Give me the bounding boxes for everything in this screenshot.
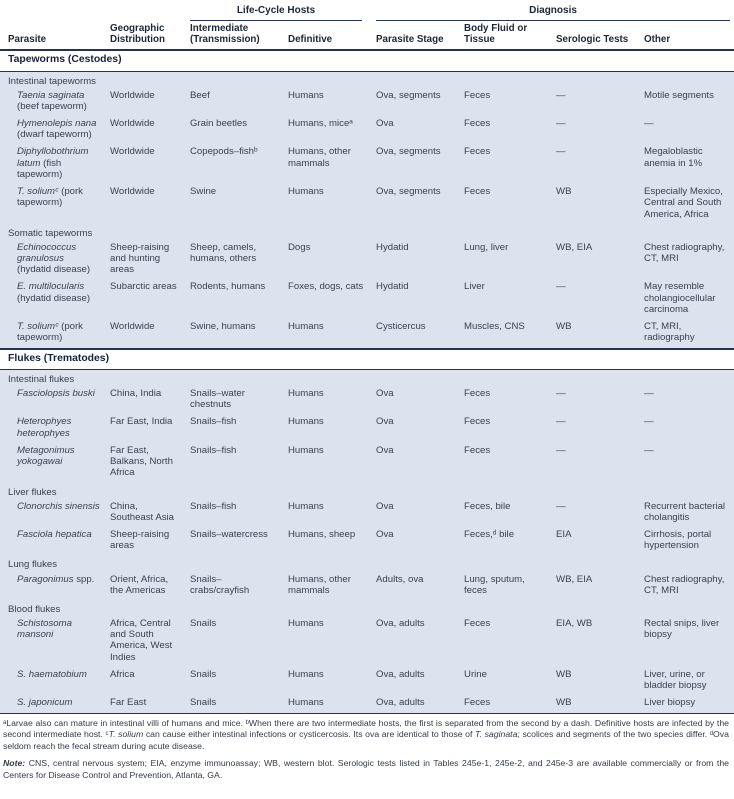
cell-parasite bbox=[0, 116, 110, 144]
cell-other: May resemble cholangiocellular carcinoma bbox=[644, 279, 734, 319]
table-row bbox=[0, 319, 734, 348]
cell-geographic-distribution: Worldwide bbox=[110, 184, 190, 224]
cell-parasite-stage: Ova, adults bbox=[376, 667, 464, 695]
cell-parasite-stage: Hydatid bbox=[376, 240, 464, 280]
table-row bbox=[0, 88, 734, 116]
group-header-life-cycle-label: Life-Cycle Hosts bbox=[190, 5, 362, 21]
cell-intermediate-host: Swine, humans bbox=[190, 319, 288, 348]
cell-intermediate-host: Copepods–fishᵇ bbox=[190, 144, 288, 184]
cell-parasite bbox=[0, 386, 110, 414]
parasite-common-name: (hydatid disease) bbox=[17, 292, 91, 304]
subsection-label: Intestinal tapeworms bbox=[0, 71, 734, 88]
cell-parasite bbox=[0, 616, 110, 667]
cell-intermediate-host: Sheep, camels, humans, others bbox=[190, 240, 288, 280]
cell-geographic-distribution: Africa bbox=[110, 667, 190, 695]
cell-parasite-stage: Ova bbox=[376, 527, 464, 555]
table-row bbox=[0, 116, 734, 144]
note-text: CNS, central nervous system; EIA, enzyme immunoassay; WB, western blot. Serologic tests listed in Tables 245e-1, 245e-2, and 245e-3 are available commercially or from the Centers for Disease Control and Prevention, Atlanta, GA. bbox=[3, 758, 729, 780]
cell-definitive-host: Humans bbox=[288, 184, 376, 224]
cell-other: — bbox=[644, 386, 734, 414]
cell-serologic-tests: EIA, WB bbox=[556, 616, 644, 667]
parasite-name: Hymenolepis nana bbox=[17, 117, 97, 129]
table-row bbox=[0, 499, 734, 527]
cell-other: Chest radiography, CT, MRI bbox=[644, 240, 734, 280]
group-header-life-cycle-hosts bbox=[190, 3, 376, 21]
section-title: Flukes (Trematodes) bbox=[0, 349, 734, 370]
cell-geographic-distribution: Far East bbox=[110, 695, 190, 713]
cell-other: — bbox=[644, 414, 734, 442]
cell-serologic-tests: WB bbox=[556, 695, 644, 713]
cell-definitive-host: Humans bbox=[288, 616, 376, 667]
cell-body-fluid-or-tissue: Feces bbox=[464, 386, 556, 414]
cell-parasite bbox=[0, 88, 110, 116]
parasite-common-name: (hydatid disease) bbox=[17, 264, 91, 276]
col-header-body-fluid-or-tissue: Body Fluid or Tissue bbox=[464, 22, 528, 45]
table-row bbox=[0, 240, 734, 280]
cell-body-fluid-or-tissue: Feces bbox=[464, 443, 556, 483]
footnotes bbox=[0, 714, 734, 784]
footnote-text: scolices and segments of the two species differ. ᵈOva seldom reach the fecal stream during acute disease. bbox=[3, 729, 729, 751]
footnote-text: ᵃLarvae also can mature in intestinal villi of humans and mice. ᵇWhen there are two intermediate hosts, the first is separated from the second by a dash. Definitive hosts are infected by the second intermediate host. ᶜ bbox=[3, 717, 729, 740]
cell-other: Liver, urine, or bladder biopsy bbox=[644, 667, 734, 695]
subsection-row bbox=[0, 555, 734, 571]
group-header-spacer bbox=[0, 3, 190, 21]
cell-parasite bbox=[0, 279, 110, 319]
subsection-label: Somatic tapeworms bbox=[0, 224, 734, 240]
cell-body-fluid-or-tissue: Feces bbox=[464, 695, 556, 713]
table-row bbox=[0, 279, 734, 319]
cell-geographic-distribution: Worldwide bbox=[110, 319, 190, 348]
cell-body-fluid-or-tissue: Liver bbox=[464, 279, 556, 319]
parasite-name: E. multilocularis bbox=[17, 281, 85, 293]
cell-parasite bbox=[0, 414, 110, 442]
cell-other: — bbox=[644, 443, 734, 483]
cell-parasite-stage: Ova, adults bbox=[376, 695, 464, 713]
parasite-name: Heterophyes heterophyes bbox=[17, 416, 72, 439]
parasite-name: T. soliumᶜ bbox=[17, 186, 59, 198]
cell-geographic-distribution: Worldwide bbox=[110, 144, 190, 184]
cell-definitive-host: Humans bbox=[288, 499, 376, 527]
cell-body-fluid-or-tissue: Feces bbox=[464, 184, 556, 224]
cell-intermediate-host: Snails bbox=[190, 667, 288, 695]
cell-serologic-tests: — bbox=[556, 443, 644, 483]
cell-geographic-distribution: Sheep-raising and hunting areas bbox=[110, 240, 190, 280]
cell-body-fluid-or-tissue: Feces, bile bbox=[464, 499, 556, 527]
cell-intermediate-host: Snails–watercress bbox=[190, 527, 288, 555]
cell-parasite bbox=[0, 572, 110, 600]
parasite-name: Taenia saginata bbox=[17, 89, 85, 101]
cell-parasite-stage: Adults, ova bbox=[376, 572, 464, 600]
section-title: Tapeworms (Cestodes) bbox=[0, 50, 734, 71]
cell-other: Megaloblastic anemia in 1% bbox=[644, 144, 734, 184]
subsection-row bbox=[0, 224, 734, 240]
cell-other: — bbox=[644, 116, 734, 144]
cell-parasite-stage: Ova bbox=[376, 499, 464, 527]
cell-other: Cirrhosis, portal hypertension bbox=[644, 527, 734, 555]
cell-parasite-stage: Ova bbox=[376, 443, 464, 483]
cell-geographic-distribution: Africa, Central and South America, West Indies bbox=[110, 616, 190, 667]
cell-intermediate-host: Rodents, humans bbox=[190, 279, 288, 319]
cell-other: Liver biopsy bbox=[644, 695, 734, 713]
cell-intermediate-host: Snails–fish bbox=[190, 499, 288, 527]
cell-intermediate-host: Snails–fish bbox=[190, 414, 288, 442]
parasite-name: Schistosoma mansoni bbox=[17, 617, 72, 641]
parasite-common-name: (beef tapeworm) bbox=[17, 100, 87, 112]
table-row bbox=[0, 184, 734, 224]
cell-geographic-distribution: China, Southeast Asia bbox=[110, 499, 190, 527]
table-row bbox=[0, 667, 734, 695]
subsection-label: Blood flukes bbox=[0, 600, 734, 616]
cell-other: Chest radiography, CT, MRI bbox=[644, 572, 734, 600]
cell-geographic-distribution: Sheep-raising areas bbox=[110, 527, 190, 555]
cell-serologic-tests: — bbox=[556, 88, 644, 116]
group-header-diagnosis bbox=[376, 3, 734, 21]
cell-geographic-distribution: Orient, Africa, the Americas bbox=[110, 572, 190, 600]
parasite-name: Fasciola hepatica bbox=[17, 529, 92, 541]
cell-parasite-stage: Ova, adults bbox=[376, 616, 464, 667]
parasite-name: Clonorchis sinensis bbox=[17, 500, 100, 512]
table-row bbox=[0, 572, 734, 600]
cell-parasite bbox=[0, 319, 110, 348]
parasite-table bbox=[0, 3, 734, 714]
cell-parasite-stage: Hydatid bbox=[376, 279, 464, 319]
subsection-label: Lung flukes bbox=[0, 555, 734, 571]
note-paragraph bbox=[3, 758, 729, 781]
cell-parasite bbox=[0, 527, 110, 555]
col-header-intermediate-transmission: Intermediate (Transmission) bbox=[190, 22, 260, 45]
section-header-row bbox=[0, 349, 734, 370]
col-header-parasite: Parasite bbox=[8, 33, 47, 45]
cell-other: CT, MRI, radiography bbox=[644, 319, 734, 348]
col-header-definitive: Definitive bbox=[288, 33, 333, 45]
cell-definitive-host: Humans bbox=[288, 695, 376, 713]
table-row bbox=[0, 527, 734, 555]
cell-definitive-host: Humans, miceᵃ bbox=[288, 116, 376, 144]
cell-serologic-tests: WB bbox=[556, 667, 644, 695]
cell-other: Motile segments bbox=[644, 88, 734, 116]
cell-body-fluid-or-tissue: Feces bbox=[464, 414, 556, 442]
cell-intermediate-host: Beef bbox=[190, 88, 288, 116]
cell-serologic-tests: — bbox=[556, 144, 644, 184]
cell-intermediate-host: Snails–water chestnuts bbox=[190, 386, 288, 414]
cell-parasite bbox=[0, 499, 110, 527]
cell-body-fluid-or-tissue: Lung, sputum, feces bbox=[464, 572, 556, 600]
subsection-row bbox=[0, 71, 734, 88]
parasite-common-name: (pork tapeworm) bbox=[17, 321, 83, 344]
cell-geographic-distribution: Far East, India bbox=[110, 414, 190, 442]
group-header-row bbox=[0, 3, 734, 21]
cell-body-fluid-or-tissue: Feces bbox=[464, 88, 556, 116]
cell-geographic-distribution: Worldwide bbox=[110, 116, 190, 144]
cell-body-fluid-or-tissue: Feces,ᵈ bile bbox=[464, 527, 556, 555]
cell-parasite-stage: Ova, segments bbox=[376, 184, 464, 224]
cell-intermediate-host: Snails–fish bbox=[190, 443, 288, 483]
cell-definitive-host: Humans, other mammals bbox=[288, 144, 376, 184]
cell-parasite-stage: Ova bbox=[376, 116, 464, 144]
cell-parasite bbox=[0, 443, 110, 483]
cell-definitive-host: Humans bbox=[288, 414, 376, 442]
cell-serologic-tests: WB, EIA bbox=[556, 240, 644, 280]
parasite-name: Echinococcus granulosus bbox=[17, 241, 77, 264]
cell-definitive-host: Foxes, dogs, cats bbox=[288, 279, 376, 319]
cell-body-fluid-or-tissue: Lung, liver bbox=[464, 240, 556, 280]
cell-intermediate-host: Snails bbox=[190, 695, 288, 713]
subsection-row bbox=[0, 600, 734, 616]
group-header-diagnosis-label: Diagnosis bbox=[376, 5, 730, 21]
cell-serologic-tests: WB bbox=[556, 184, 644, 224]
cell-serologic-tests: — bbox=[556, 116, 644, 144]
cell-serologic-tests: — bbox=[556, 499, 644, 527]
parasite-common-name: spp. bbox=[73, 573, 95, 585]
parasite-name: Paragonimus bbox=[17, 573, 74, 585]
footnote-species-name: T. solium bbox=[108, 729, 144, 740]
table-header bbox=[0, 3, 734, 50]
cell-parasite bbox=[0, 144, 110, 184]
cell-parasite-stage: Ova, segments bbox=[376, 144, 464, 184]
cell-other: Rectal snips, liver biopsy bbox=[644, 616, 734, 667]
cell-parasite-stage: Cysticercus bbox=[376, 319, 464, 348]
table-body bbox=[0, 50, 734, 713]
table-row bbox=[0, 695, 734, 713]
subsection-row bbox=[0, 370, 734, 387]
cell-body-fluid-or-tissue: Muscles, CNS bbox=[464, 319, 556, 348]
subsection-label: Liver flukes bbox=[0, 483, 734, 499]
cell-intermediate-host: Snails bbox=[190, 616, 288, 667]
section-header-row bbox=[0, 50, 734, 71]
cell-definitive-host: Humans, sheep bbox=[288, 527, 376, 555]
cell-geographic-distribution: Far East, Balkans, North Africa bbox=[110, 443, 190, 483]
parasite-name: Fasciolopsis buski bbox=[17, 388, 95, 400]
cell-intermediate-host: Swine bbox=[190, 184, 288, 224]
column-header-row bbox=[0, 21, 734, 51]
cell-definitive-host: Humans bbox=[288, 386, 376, 414]
parasite-common-name: (pork tapeworm) bbox=[17, 186, 83, 209]
cell-definitive-host: Dogs bbox=[288, 240, 376, 280]
col-header-geographic-distribution: Geographic Distribution bbox=[110, 22, 165, 45]
cell-parasite-stage: Ova bbox=[376, 414, 464, 442]
cell-definitive-host: Humans bbox=[288, 319, 376, 348]
cell-parasite-stage: Ova, segments bbox=[376, 88, 464, 116]
cell-geographic-distribution: China, India bbox=[110, 386, 190, 414]
cell-definitive-host: Humans, other mammals bbox=[288, 572, 376, 600]
cell-body-fluid-or-tissue: Feces bbox=[464, 144, 556, 184]
parasite-name: Diphyllobothrium latum bbox=[17, 146, 89, 169]
cell-serologic-tests: — bbox=[556, 279, 644, 319]
cell-serologic-tests: EIA bbox=[556, 527, 644, 555]
table-row bbox=[0, 616, 734, 667]
table-row bbox=[0, 386, 734, 414]
cell-body-fluid-or-tissue: Feces bbox=[464, 616, 556, 667]
table-row bbox=[0, 144, 734, 184]
cell-serologic-tests: — bbox=[556, 414, 644, 442]
subsection-label: Intestinal flukes bbox=[0, 370, 734, 387]
table-row bbox=[0, 443, 734, 483]
cell-parasite-stage: Ova bbox=[376, 386, 464, 414]
cell-intermediate-host: Grain beetles bbox=[190, 116, 288, 144]
table-row bbox=[0, 414, 734, 442]
cell-definitive-host: Humans bbox=[288, 667, 376, 695]
cell-intermediate-host: Snails–crabs/crayfish bbox=[190, 572, 288, 600]
cell-serologic-tests: WB bbox=[556, 319, 644, 348]
cell-definitive-host: Humans bbox=[288, 88, 376, 116]
cell-body-fluid-or-tissue: Feces bbox=[464, 116, 556, 144]
cell-parasite bbox=[0, 695, 110, 713]
cell-body-fluid-or-tissue: Urine bbox=[464, 667, 556, 695]
parasite-name: T. soliumᶜ bbox=[17, 321, 59, 333]
cell-definitive-host: Humans bbox=[288, 443, 376, 483]
cell-geographic-distribution: Worldwide bbox=[110, 88, 190, 116]
footnote-text: can cause either intestinal infections or cysticercosis. Its ova are identical to those of bbox=[143, 729, 476, 740]
col-header-serologic-tests: Serologic Tests bbox=[556, 33, 629, 45]
parasite-common-name: (dwarf tapeworm) bbox=[17, 129, 92, 141]
cell-serologic-tests: — bbox=[556, 386, 644, 414]
note-label: Note: bbox=[3, 758, 26, 769]
parasite-common-name: (fish tapeworm) bbox=[17, 157, 63, 180]
parasite-name: S. japonicum bbox=[17, 697, 73, 709]
subsection-row bbox=[0, 483, 734, 499]
cell-parasite bbox=[0, 667, 110, 695]
cell-parasite bbox=[0, 240, 110, 280]
cell-geographic-distribution: Subarctic areas bbox=[110, 279, 190, 319]
footnote-paragraph bbox=[3, 718, 729, 753]
col-header-parasite-stage: Parasite Stage bbox=[376, 33, 444, 45]
parasite-name: S. haematobium bbox=[17, 668, 87, 680]
cell-parasite bbox=[0, 184, 110, 224]
col-header-other: Other bbox=[644, 33, 671, 45]
cell-serologic-tests: WB, EIA bbox=[556, 572, 644, 600]
parasite-name: Metagonimus yokogawai bbox=[17, 444, 75, 468]
footnote-species-name: T. saginata; bbox=[475, 729, 520, 740]
cell-other: Recurrent bacterial cholangitis bbox=[644, 499, 734, 527]
cell-other: Especially Mexico, Central and South America, Africa bbox=[644, 184, 734, 224]
